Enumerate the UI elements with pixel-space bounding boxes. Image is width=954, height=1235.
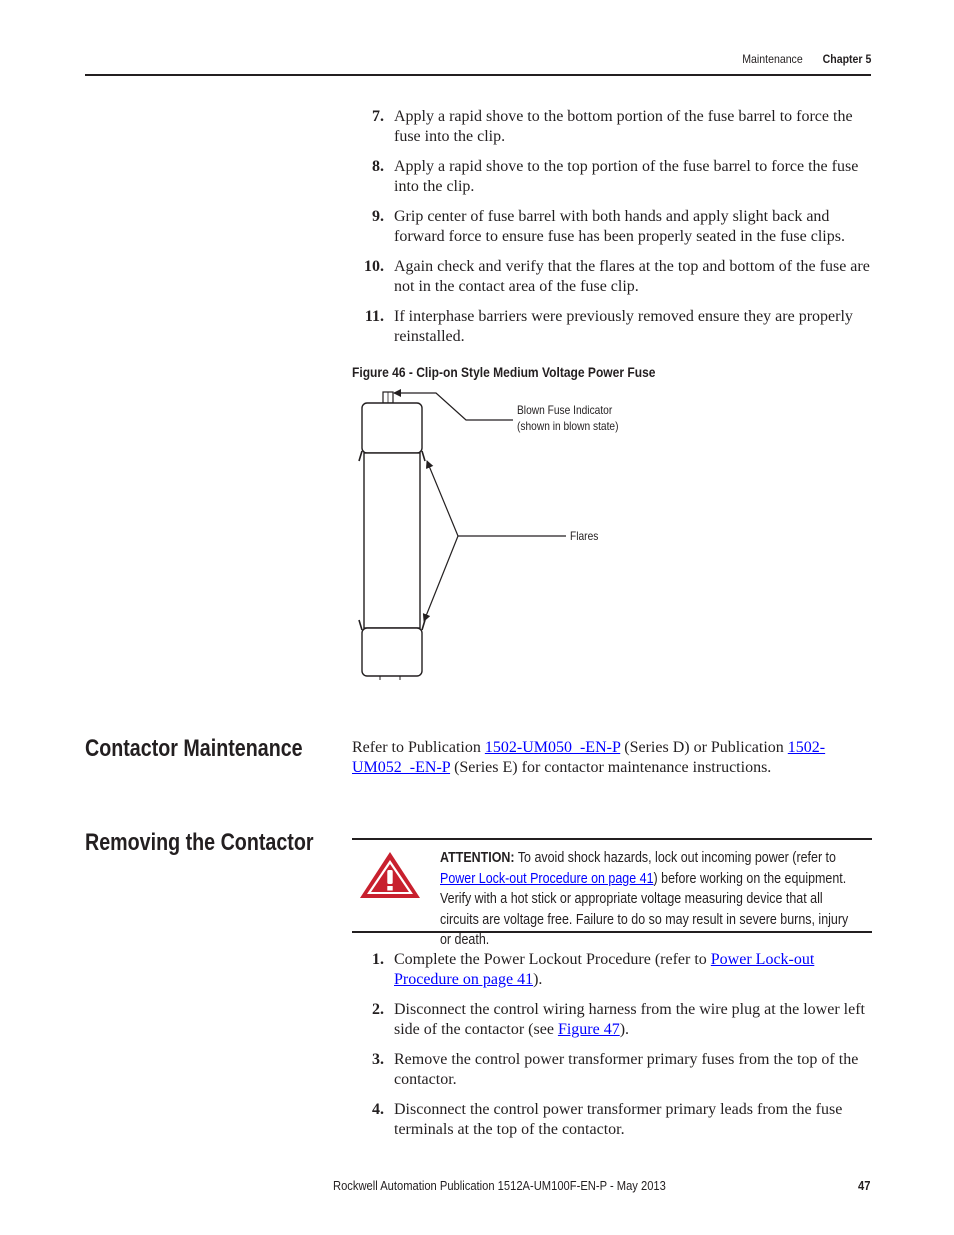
flare-bottom-right bbox=[422, 620, 425, 630]
fuse-barrel bbox=[364, 453, 420, 628]
page-header bbox=[85, 52, 871, 76]
step-text: Apply a rapid shove to the top portion of the fuse barrel to force the fuse into the clip. bbox=[394, 158, 859, 195]
list-item bbox=[352, 307, 872, 347]
list-item bbox=[352, 1000, 872, 1040]
link-1502-um052[interactable]: 1502-UM052_-EN-P bbox=[352, 739, 826, 776]
warning-triangle-icon bbox=[358, 850, 422, 900]
link-figure-47[interactable]: Figure 47 bbox=[557, 1021, 620, 1038]
step-text: Remove the control power transformer primary fuses from the top of the contactor. bbox=[394, 1051, 859, 1088]
step-text: If interphase barriers were previously removed ensure they are properly reinstalled. bbox=[394, 308, 853, 345]
indicator-label-line1: Blown Fuse Indicator bbox=[517, 403, 613, 417]
fuse-figure bbox=[352, 385, 652, 685]
flares-label: Flares bbox=[570, 529, 599, 543]
section-heading-contactor-maintenance: Contactor Maintenance bbox=[85, 735, 303, 762]
step-text: Apply a rapid shove to the bottom portion of the fuse barrel to force the fuse into the clip. bbox=[394, 108, 853, 145]
attention-label: ATTENTION: bbox=[440, 850, 515, 866]
attention-text: ) before working on the equipment. Verify with a hot stick or appropriate voltage measuring device that all circuits are voltage free. Failure to do so may result in severe burns, injury or death. bbox=[440, 870, 849, 948]
step-text: Grip center of fuse barrel with both hands and apply slight back and forward force to ensure fuse has been properly seated in the fuse clips. bbox=[394, 208, 845, 245]
list-item bbox=[352, 1100, 872, 1140]
paragraph-text: (Series D) or Publication bbox=[620, 739, 788, 756]
footer-publication: Rockwell Automation Publication 1512A-UM100F-EN-P - May 2013 bbox=[333, 1178, 666, 1193]
flare-leader-top bbox=[427, 461, 458, 536]
list-item bbox=[352, 107, 872, 147]
step-number: 4. bbox=[372, 1101, 384, 1118]
step-text: Again check and verify that the flares at the top and bottom of the fuse are not in the contact area of the fuse clip. bbox=[394, 258, 870, 295]
figure-caption: Figure 46 - Clip-on Style Medium Voltage Power Fuse bbox=[352, 364, 656, 380]
header-chapter-label: Chapter 5 bbox=[822, 52, 871, 66]
step-text: Disconnect the control power transformer primary leads from the fuse terminals at the top of the contactor. bbox=[394, 1101, 843, 1138]
step-number: 1. bbox=[372, 951, 384, 968]
link-power-lockout-procedure-step[interactable]: Power Lock-out Procedure on page 41 bbox=[394, 951, 815, 988]
step-number: 9. bbox=[372, 208, 384, 225]
header-rule bbox=[85, 74, 871, 76]
attention-text: To avoid shock hazards, lock out incoming power (refer to bbox=[514, 850, 836, 866]
list-item bbox=[352, 950, 872, 990]
contactor-maintenance-paragraph bbox=[352, 738, 872, 778]
step-text: Complete the Power Lockout Procedure (refer to bbox=[394, 951, 711, 968]
bottom-ferrule bbox=[362, 628, 422, 676]
step-number: 3. bbox=[372, 1051, 384, 1068]
flare-bottom-left bbox=[359, 620, 362, 630]
list-item bbox=[352, 257, 872, 297]
link-1502-um050[interactable]: 1502-UM050_-EN-P bbox=[484, 739, 621, 756]
link-power-lockout-procedure[interactable]: Power Lock-out Procedure on page 41 bbox=[440, 870, 654, 887]
indicator-label bbox=[517, 402, 618, 434]
footer-page-number: 47 bbox=[858, 1178, 871, 1193]
paragraph-text: (Series E) for contactor maintenance instructions. bbox=[450, 759, 772, 776]
fuse-install-steps bbox=[352, 107, 872, 357]
step-text: ). bbox=[533, 971, 543, 988]
step-number: 2. bbox=[372, 1001, 384, 1018]
section-heading-removing-contactor: Removing the Contactor bbox=[85, 829, 314, 856]
list-item bbox=[352, 1050, 872, 1090]
step-text: ). bbox=[619, 1021, 630, 1038]
list-item bbox=[352, 157, 872, 197]
flare-top-right bbox=[422, 451, 425, 461]
list-item bbox=[352, 207, 872, 247]
step-number: 8. bbox=[372, 158, 384, 175]
flare-top-left bbox=[359, 451, 362, 461]
top-ferrule bbox=[362, 403, 422, 453]
attention-box bbox=[352, 838, 872, 948]
step-number: 7. bbox=[372, 108, 384, 125]
attention-message bbox=[440, 848, 853, 951]
flare-leader-bottom bbox=[424, 536, 458, 621]
step-number: 10. bbox=[364, 258, 384, 275]
paragraph-text: Refer to Publication bbox=[352, 739, 485, 756]
header-section-title: Maintenance bbox=[742, 52, 803, 66]
removing-contactor-steps bbox=[352, 950, 872, 1150]
step-number: 11. bbox=[364, 308, 384, 325]
indicator-label-line2: (shown in blown state) bbox=[517, 419, 619, 433]
step-text: Disconnect the control wiring harness from the wire plug at the lower left side of the contactor (see bbox=[394, 1001, 865, 1038]
